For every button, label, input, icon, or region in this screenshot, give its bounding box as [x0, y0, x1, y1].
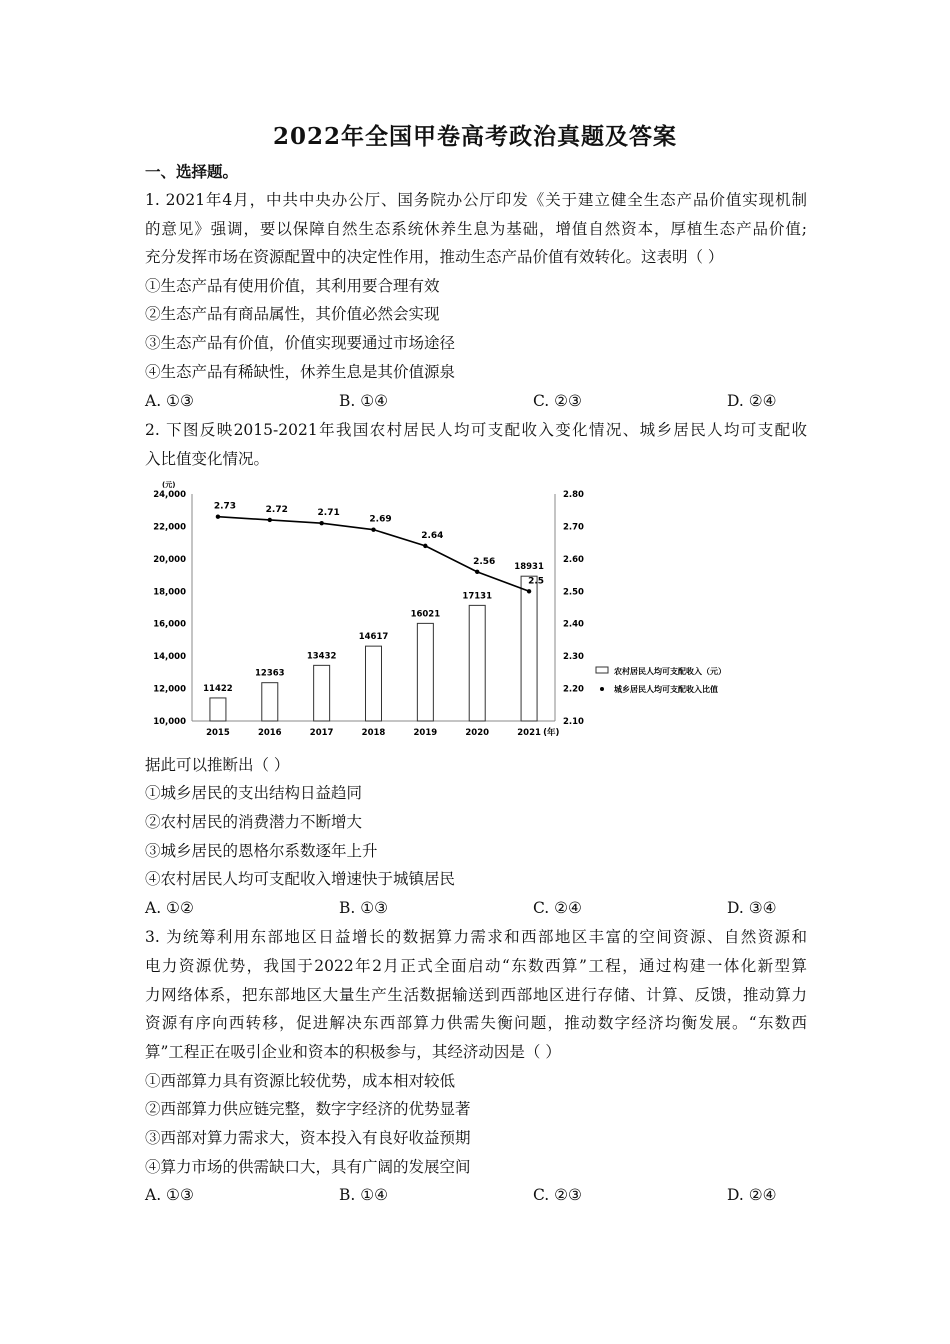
q3-item-3: ③西部对算力需求大，资本投入有良好收益预期: [145, 1129, 471, 1147]
bar-value-label: 13432: [306, 651, 337, 662]
ratio-point: [423, 544, 427, 548]
right-tick-label: 2.70: [563, 522, 584, 533]
q2-text-line-2: 入比值变化情况。: [145, 450, 270, 468]
q3-item-4: ④算力市场的供需缺口大，具有广阔的发展空间: [145, 1158, 471, 1176]
q2-item-3: ③城乡居民的恩格尔系数逐年上升: [145, 842, 378, 860]
q3-option-a[interactable]: A. ①③: [145, 1186, 194, 1204]
chart-ratio-line: [216, 515, 532, 594]
ratio-value-label: 2.69: [369, 514, 392, 525]
bar-value-label: 18931: [514, 562, 544, 573]
ratio-value-label: 2.56: [473, 556, 496, 567]
right-tick-label: 2.10: [563, 717, 584, 727]
bar: [262, 683, 278, 721]
legend-bar-swatch: [596, 667, 608, 673]
page-title: 2022年全国甲卷高考政治真题及答案: [272, 123, 677, 150]
bar: [366, 646, 382, 721]
x-tick-label: 2015: [206, 728, 230, 738]
q2-item-2: ②农村居民的消费潜力不断增大: [145, 813, 363, 831]
q2-item-4: ④农村居民人均可支配收入增速快于城镇居民: [145, 870, 456, 888]
q1-item-2: ②生态产品有商品属性，其价值必然会实现: [145, 305, 440, 323]
ratio-point: [268, 518, 272, 522]
bar-value-label: 14617: [358, 632, 389, 643]
x-tick-label: 2016: [257, 728, 282, 738]
bar-value-label: 17131: [462, 591, 493, 602]
q3-item-2: ②西部算力供应链完整，数字字经济的优势显著: [145, 1100, 471, 1118]
bar-value-label: 11422: [203, 683, 233, 694]
q1-item-1: ①生态产品有使用价值，其利用要合理有效: [145, 277, 440, 295]
bar: [469, 605, 485, 721]
q1-option-b[interactable]: B. ①④: [339, 392, 389, 410]
ratio-point: [319, 521, 323, 525]
q1-item-4: ④生态产品有稀缺性，休养生息是其价值源泉: [145, 363, 456, 381]
ratio-value-label: 2.64: [421, 530, 444, 541]
bar: [210, 698, 226, 721]
q1-option-d[interactable]: D. ②④: [727, 392, 777, 410]
right-tick-label: 2.50: [563, 587, 584, 598]
q3-item-1: ①西部算力具有资源比较优势，成本相对较低: [145, 1072, 456, 1090]
ratio-value-label: 2.71: [317, 508, 340, 519]
x-axis-unit: (年): [543, 728, 560, 738]
x-tick-label: 2018: [361, 728, 386, 738]
x-tick-label: 2020: [465, 728, 490, 738]
right-tick-label: 2.40: [563, 619, 584, 630]
chart-legend: [596, 666, 726, 694]
q2-option-a[interactable]: A. ①②: [145, 899, 194, 917]
x-tick-label: 2017: [309, 728, 334, 738]
left-tick-label: 10,000: [153, 717, 186, 727]
q1-text-line-2: 的意见》强调，要以保障自然生态系统休养生息为基础，增值自然资本，厚植生态产品价值;: [145, 220, 807, 238]
bar-value-label: 16021: [410, 609, 441, 620]
income-chart: [140, 478, 780, 746]
q2-stem: 据此可以推断出（ ）: [145, 756, 290, 774]
q3-text-line-2: 电力资源优势，我国于2022年2月正式全面启动“东数西算”工程，通过构建一体化新型算: [145, 957, 807, 975]
left-tick-label: 24,000: [153, 490, 186, 500]
q2-text-line-1: 2. 下图反映2015-2021年我国农村居民人均可支配收入变化情况、城乡居民人均可支配收: [145, 421, 807, 439]
x-tick-label: 2021: [517, 728, 541, 738]
ratio-point: [475, 570, 479, 574]
right-tick-label: 2.60: [563, 554, 584, 565]
q3-text-line-3: 力网络体系，把东部地区大量生产生活数据输送到西部地区进行存储、计算、反馈，推动算力: [145, 986, 807, 1004]
legend-line-swatch: [600, 687, 604, 691]
bar: [521, 576, 537, 721]
ratio-point: [216, 515, 220, 519]
x-tick-label: 2019: [413, 728, 438, 738]
ratio-point: [527, 589, 531, 593]
section-heading: 一、选择题。: [145, 162, 239, 181]
q3-option-d[interactable]: D. ②④: [727, 1186, 777, 1204]
ratio-point: [371, 527, 375, 531]
q1-option-a[interactable]: A. ①③: [145, 392, 194, 410]
bar: [417, 623, 433, 721]
q3-text-line-5: 算”工程正在吸引企业和资本的积极参与，其经济动因是（ ）: [145, 1043, 561, 1061]
left-tick-label: 22,000: [153, 522, 186, 533]
q1-text-line-1: 1. 2021年4月，中共中央办公厅、国务院办公厅印发《关于建立健全生态产品价值实现机制: [145, 191, 807, 209]
q2-option-c[interactable]: C. ②④: [533, 899, 582, 917]
left-axis-unit: (元): [162, 481, 176, 489]
ratio-value-label: 2.73: [213, 501, 237, 512]
q3-option-c[interactable]: C. ②③: [533, 1186, 582, 1204]
bar-value-label: 12363: [254, 668, 285, 679]
left-tick-label: 14,000: [153, 652, 186, 663]
q3-text-line-1: 3. 为统筹利用东部地区日益增长的数据算力需求和西部地区丰富的空间资源、自然资源和: [145, 928, 807, 946]
ratio-value-label: 2.5: [528, 576, 545, 587]
ratio-value-label: 2.72: [265, 504, 288, 515]
left-tick-label: 16,000: [153, 619, 186, 630]
q2-item-1: ①城乡居民的支出结构日益趋同: [145, 784, 363, 802]
right-tick-label: 2.30: [563, 652, 584, 663]
q1-text-line-3: 充分发挥市场在资源配置中的决定性作用，推动生态产品价值有效转化。这表明（ ）: [145, 248, 724, 266]
left-tick-label: 12,000: [153, 684, 186, 695]
q3-text-line-4: 资源有序向西转移，促进解决东西部算力供需失衡问题，推动数字经济均衡发展。“东数西: [145, 1014, 807, 1032]
right-tick-label: 2.80: [563, 490, 584, 500]
q2-option-d[interactable]: D. ③④: [727, 899, 777, 917]
q1-item-3: ③生态产品有价值，价值实现要通过市场途径: [145, 334, 456, 352]
right-tick-label: 2.20: [563, 684, 584, 695]
legend-bar-label: 农村居民人均可支配收入（元）: [614, 667, 726, 676]
left-tick-label: 20,000: [153, 554, 186, 565]
bar: [314, 665, 330, 721]
q1-option-c[interactable]: C. ②③: [533, 392, 582, 410]
q2-option-b[interactable]: B. ①③: [339, 899, 389, 917]
legend-line-label: 城乡居民人均可支配收入比值: [614, 685, 718, 694]
left-tick-label: 18,000: [153, 587, 186, 598]
q3-option-b[interactable]: B. ①④: [339, 1186, 389, 1204]
